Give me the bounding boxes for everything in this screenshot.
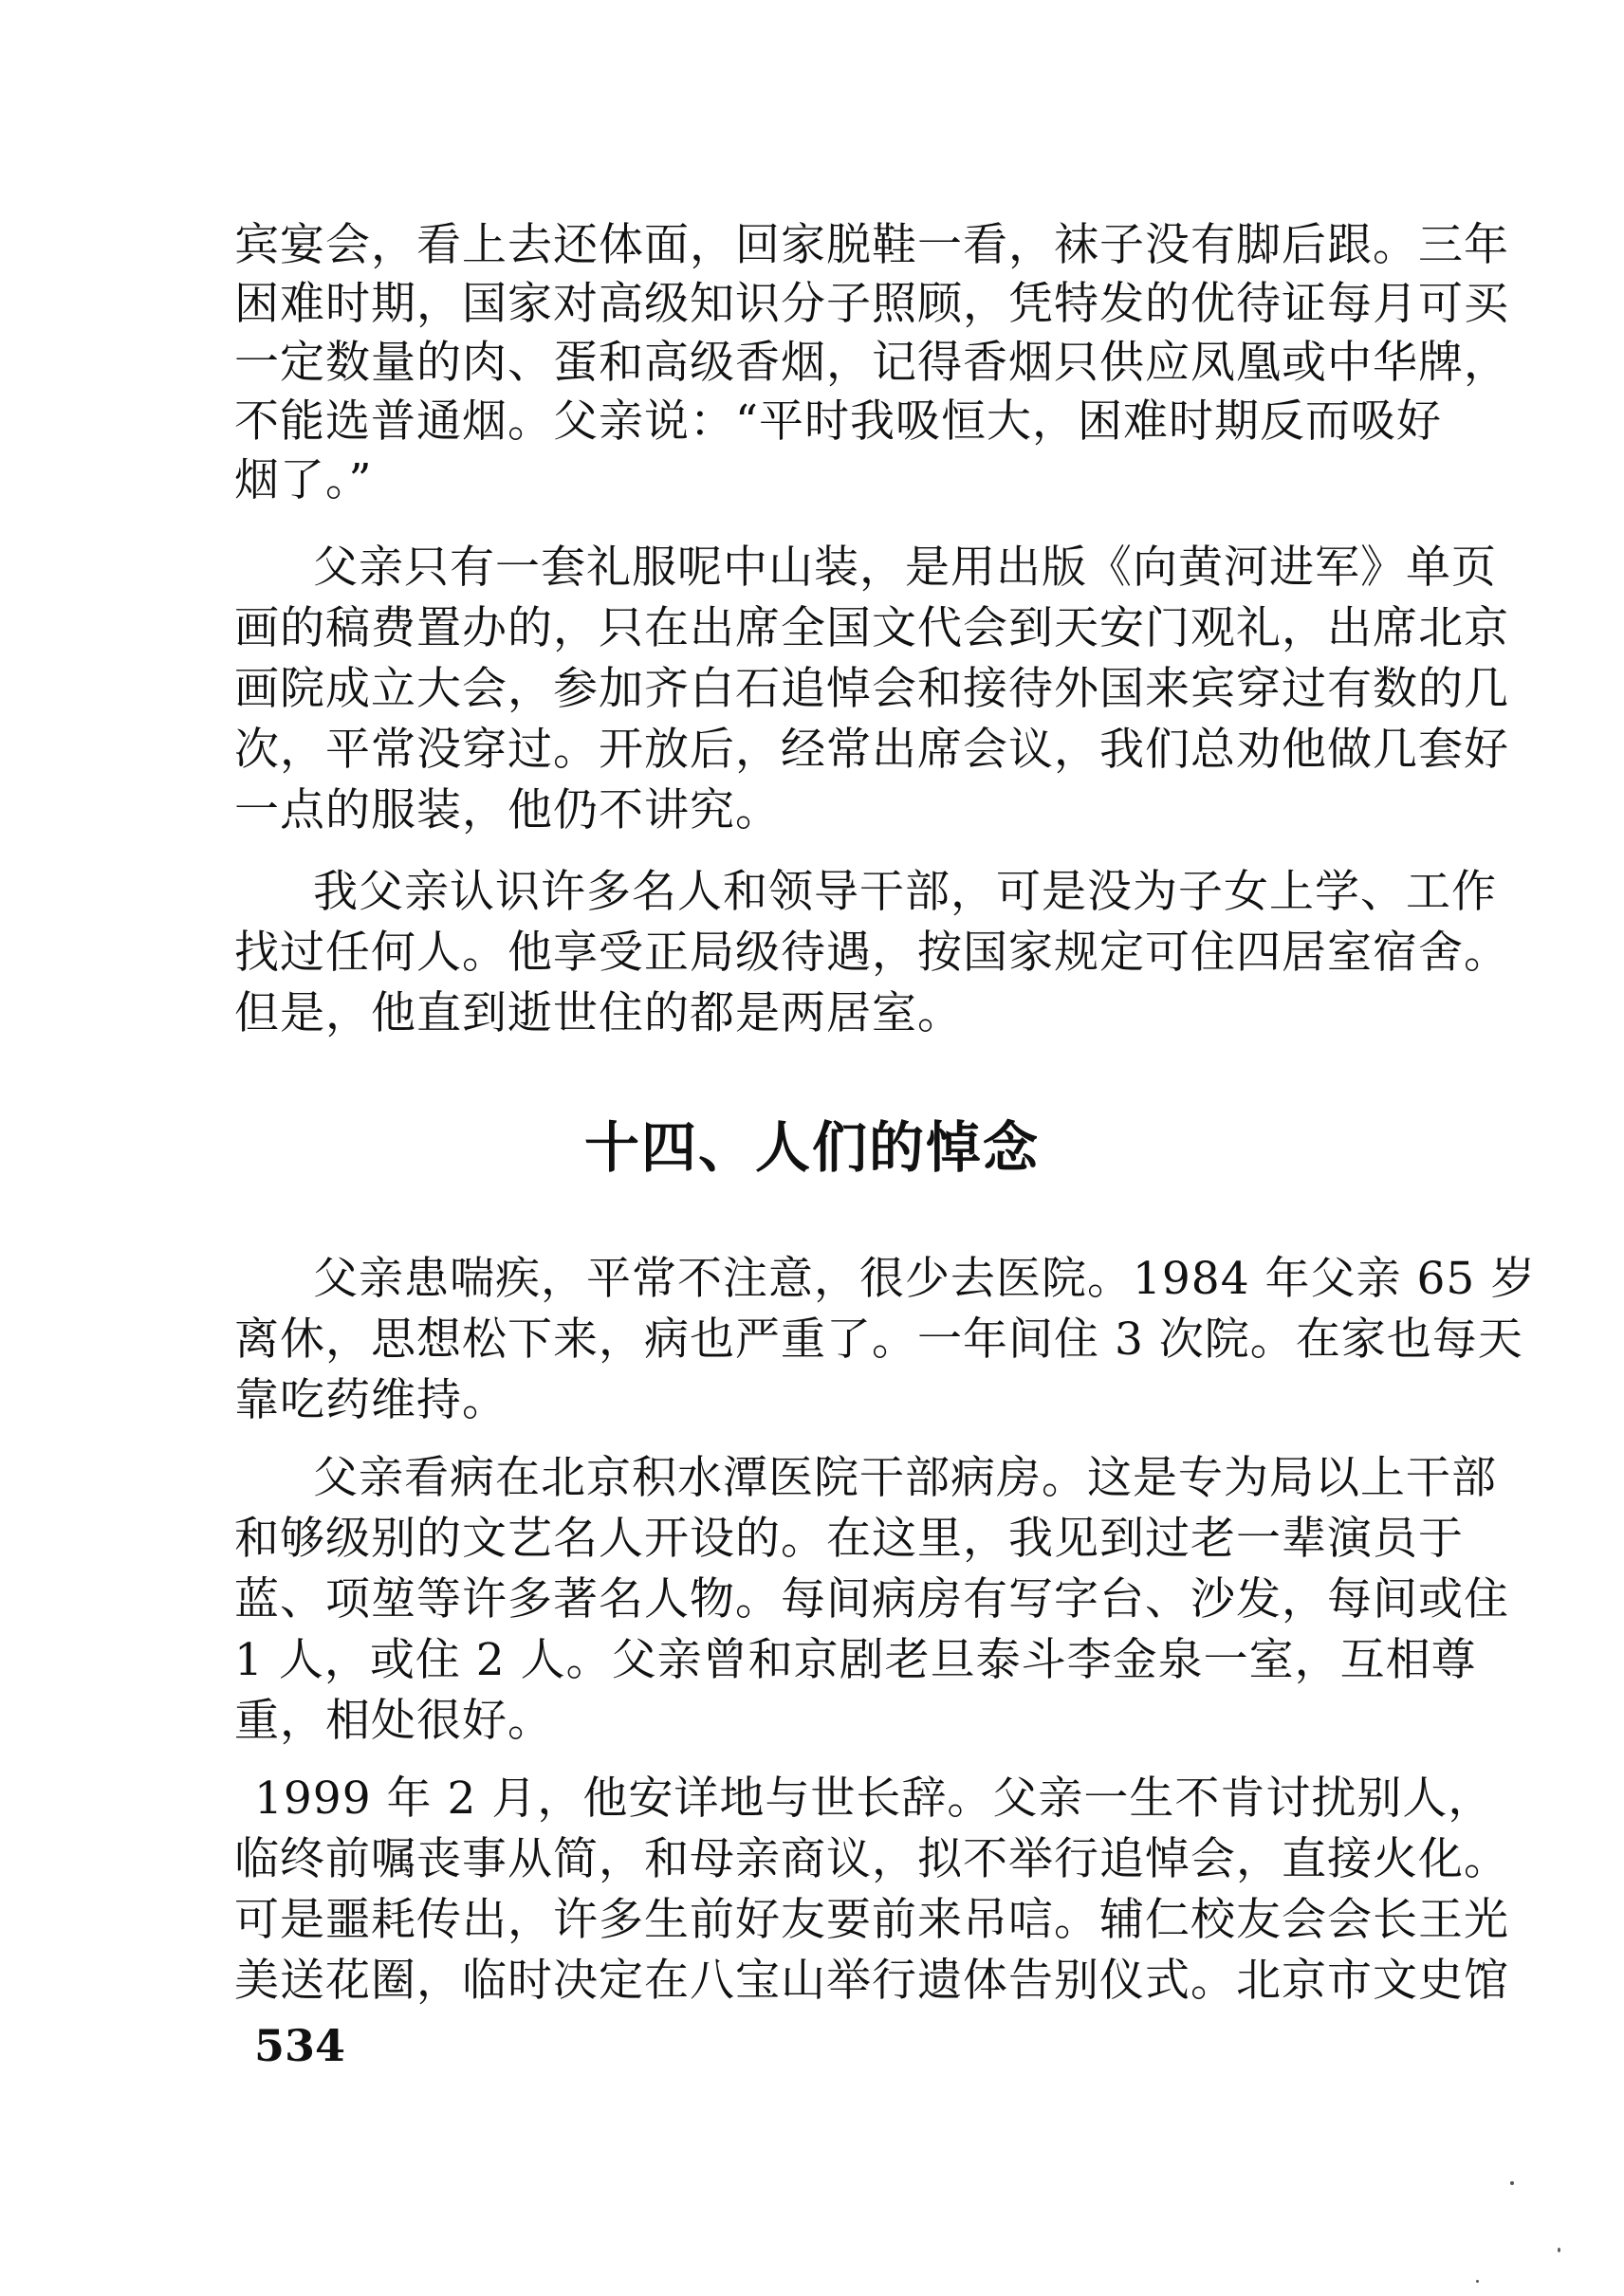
body-line: 不能选普通烟。父亲说：“平时我吸恒大，困难时期反而吸好 xyxy=(234,395,1443,448)
body-line: 困难时期，国家对高级知识分子照顾，凭特发的优待证每月可买 xyxy=(234,278,1509,330)
body-line: 烟了。” xyxy=(234,454,373,506)
scan-speck xyxy=(1558,2248,1560,2252)
scan-speck xyxy=(1476,2280,1479,2283)
body-line: 一点的服装，他仍不讲究。 xyxy=(234,784,781,836)
body-line: 靠吃药维持。 xyxy=(234,1374,508,1426)
body-line: 但是，他直到逝世住的都是两居室。 xyxy=(234,987,963,1039)
body-line: 次，平常没穿过。开放后，经常出席会议，我们总劝他做几套好 xyxy=(234,724,1509,776)
page-number: 534 xyxy=(254,2020,346,2071)
body-line: 1 人，或住 2 人。父亲曾和京剧老旦泰斗李金泉一室，互相尊 xyxy=(234,1634,1477,1686)
scan-speck xyxy=(1510,2181,1514,2185)
body-line: 一定数量的肉、蛋和高级香烟，记得香烟只供应凤凰或中华牌， xyxy=(234,337,1509,389)
body-line: 美送花圈，临时决定在八宝山举行遗体告别仪式。北京市文史馆 xyxy=(234,1955,1509,2007)
body-line: 画的稿费置办的，只在出席全国文代会到天安门观礼，出席北京 xyxy=(234,602,1509,654)
body-line: 和够级别的文艺名人开设的。在这里，我见到过老一辈演员于 xyxy=(234,1513,1464,1565)
body-line: 画院成立大会，参加齐白石追悼会和接待外国来宾穿过有数的几 xyxy=(234,663,1509,715)
body-line: 找过任何人。他享受正局级待遇，按国家规定可住四居室宿舍。 xyxy=(234,927,1509,979)
section-title: 十四、人们的悼念 xyxy=(583,1115,1040,1180)
body-line: 重，相处很好。 xyxy=(234,1695,553,1747)
body-line: 宾宴会，看上去还体面，回家脱鞋一看，袜子没有脚后跟。三年 xyxy=(234,219,1509,271)
body-line: 可是噩耗传出，许多生前好友要前来吊唁。辅仁校友会会长王光 xyxy=(234,1894,1509,1946)
paragraph-first-line: 父亲患喘疾，平常不注意，很少去医院。1984 年父亲 65 岁 xyxy=(313,1253,1537,1305)
paragraph-first-line: 我父亲认识许多名人和领导干部，可是没为子女上学、工作 xyxy=(313,866,1497,918)
body-line: 蓝、项堃等许多著名人物。每间病房有写字台、沙发，每间或住 xyxy=(234,1573,1509,1626)
body-line: 临终前嘱丧事从简，和母亲商议，拟不举行追悼会，直接火化。 xyxy=(234,1833,1509,1885)
body-line: 离休，思想松下来，病也严重了。一年间住 3 次院。在家也每天 xyxy=(234,1313,1523,1366)
paragraph-first-line: 父亲只有一套礼服呢中山装，是用出版《向黄河进军》单页 xyxy=(313,542,1497,594)
paragraph-first-line: 1999 年 2 月，他安详地与世长辞。父亲一生不肯讨扰别人， xyxy=(254,1773,1494,1825)
paragraph-first-line: 父亲看病在北京积水潭医院干部病房。这是专为局以上干部 xyxy=(313,1452,1497,1504)
